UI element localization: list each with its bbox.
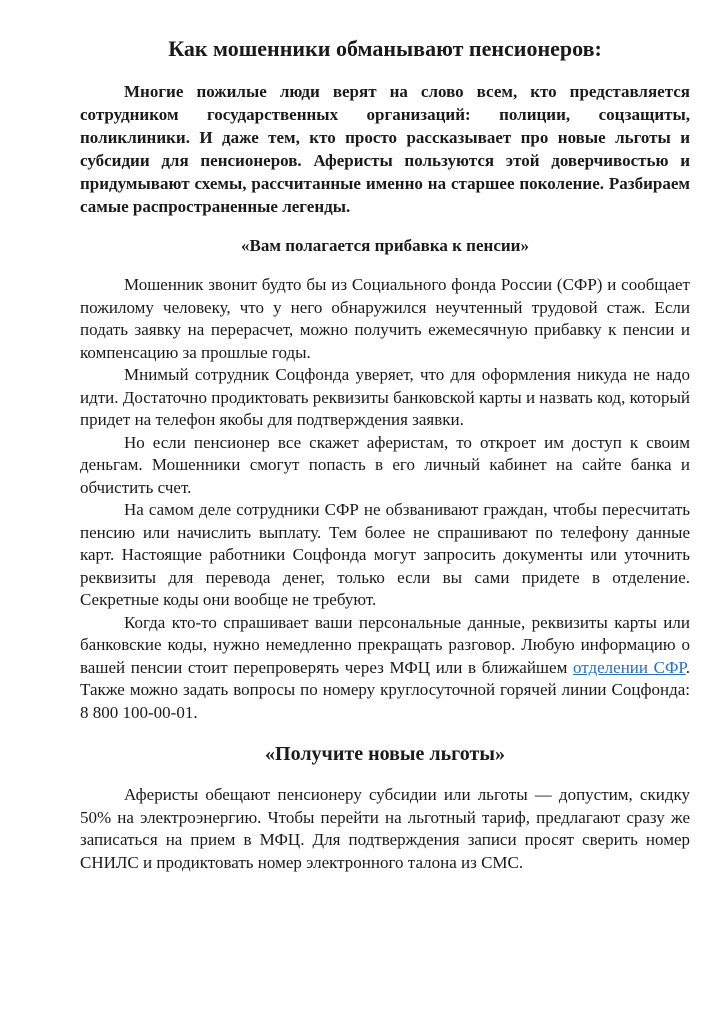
- document-title: Как мошенники обманывают пенсионеров:: [168, 36, 602, 61]
- paragraph: Но если пенсионер все скажет аферистам, то откроет им доступ к своим деньгам. Мошенники смогут попасть в его личный кабинет на сайте банка и обчистить счет.: [80, 432, 690, 497]
- paragraph-text: . Также можно задать вопросы по номеру круглосуточной горячей линии Соцфонда: 8 800 100-00-01.: [80, 657, 690, 722]
- section-heading-new-benefits: «Получите новые льготы»: [265, 743, 505, 765]
- paragraph-with-link: [80, 612, 690, 725]
- document-page: [80, 34, 690, 874]
- lead-paragraph: Многие пожилые люди верят на слово всем, кто представляется сотрудником государственных организаций: полиции, соцзащиты, поликлиники. И даже тем, кто просто рассказывает про новые льготы и субсидии для пенсионеров. Аферисты пользуются этой доверчивостью и придумывают схемы, рассчитанные именно на старшее поколение. Разбираем самые распространенные легенды.: [80, 82, 690, 216]
- paragraph: Аферисты обещают пенсионеру субсидии или льготы — допустим, скидку 50% на электроэнергию. Чтобы перейти на льготный тариф, предлагают сразу же записаться на прием в МФЦ. Для подтверждения записи просят сверить номер СНИЛС и продиктовать номер электронного талона из СМС.: [80, 785, 690, 872]
- paragraph-text: Когда кто-то спрашивает ваши персональные данные, реквизиты карты или банковские коды, нужно немедленно прекращать разговор. Любую информацию о вашей пенсии стоит перепроверять через МФЦ или в ближайшем: [80, 612, 690, 677]
- sfr-office-link[interactable]: отделении СФР: [572, 657, 686, 677]
- section-heading-pension-increase: «Вам полагается прибавка к пенсии»: [241, 236, 529, 255]
- paragraph: Мошенник звонит будто бы из Социального фонда России (СФР) и сообщает пожилому человеку, что у него обнаружился неучтенный трудовой стаж. Если подать заявку на перерасчет, можно получить ежемесячную прибавку к пенсии и компенсацию за прошлые годы.: [80, 275, 690, 362]
- paragraph: Мнимый сотрудник Соцфонда уверяет, что для оформления никуда не надо идти. Достаточно продиктовать реквизиты банковской карты и назвать код, который придет на телефон якобы для подтверждения заявки.: [80, 365, 690, 429]
- paragraph: На самом деле сотрудники СФР не обзванивают граждан, чтобы пересчитать пенсию или начислить выплату. Тем более не спрашивают по телефону данные карт. Настоящие работники Соцфонда могут запросить документы или уточнить реквизиты для перевода денег, только если вы сами придете в отделение. Секретные коды они вообще не требуют.: [80, 500, 690, 609]
